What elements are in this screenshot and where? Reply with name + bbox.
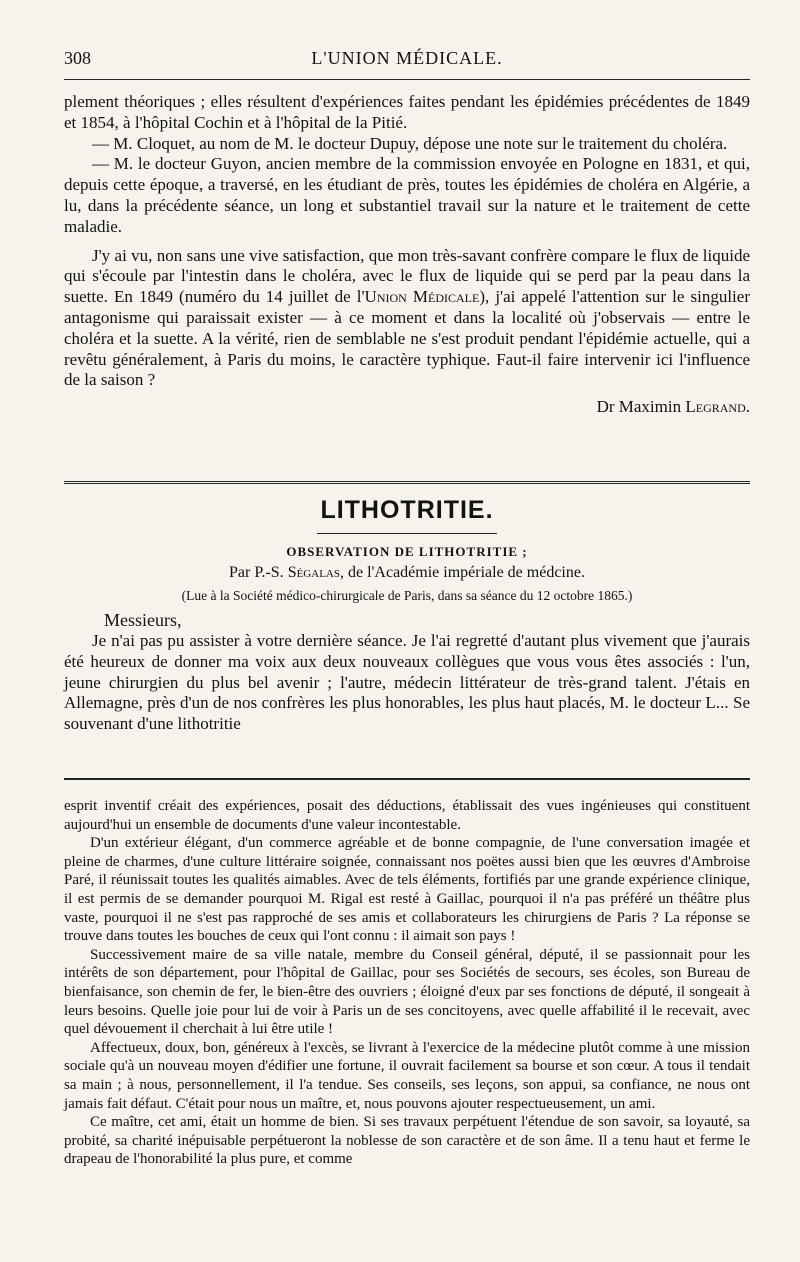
title-rule [317,533,497,534]
lithotritie-article [64,496,750,735]
section-title: LITHOTRITIE. [320,496,494,524]
minutes-paragraph-3: — M. le docteur Guyon, ancien membre de la commission envoyée en Pologne en 1831, et qui, depuis cette époque, a traversé, en les étudiant de près, toutes les épidémies de choléra en Algérie, a lu, dans la précédente séance, un long et substantiel travail sur la nature et le traitement de cette maladie. [64,154,750,236]
signature-prefix: Dr Maximin [596,397,686,417]
page-header [64,48,750,72]
byline-prefix: Par P.-S. [229,564,288,581]
page-number: 308 [64,48,91,68]
minutes-paragraph-4-end: ), j'ai appelé l'attention sur le singulier antagonisme qui paraissait exister — à ce moment et dans la localité où j'observais — entre le choléra et la suette. A la vérité, rien de semblable ne s'est produit pendant l'épidémie actuelle, qui a revêtu généralement, à Paris du moins, le caractère typhique. Faut-il faire intervenir ici l'influence de la saison ? [64,287,750,390]
feuilleton-paragraph-2: D'un extérieur élégant, d'un commerce agréable et de bonne compagnie, de l'une conversation imagée et pleine de charmes, d'une culture littéraire soignée, connaissant nos poëtes aussi bien que les œuvres d'Ambroise Paré, il réunissait toutes les qualités aimables. Avec de tels éléments, fortifiés par une grande expérience clinique, il est permis de se demander pourquoi M. Rigal est resté à Gaillac, pourquoi il n'a pas préféré un théâtre plus vaste, pourquoi il ne s'est pas rapproché de ses amis et collaborateurs les chirurgiens de Paris ? La réponse se trouve dans toutes les bouches de ceux qui l'ont connu : il aimait son pays ! [64,835,750,945]
feuilleton-paragraph-3: Successivement maire de sa ville natale, membre du Conseil général, député, il se passionnait pour les intérêts de son département, pour l'hôpital de Gaillac, pour ses Sociétés de secours, ses écoles, son Bureau de bienfaisance, son chemin de fer, le bien-être des ouvriers ; éloigné d'eux par ses fonctions de député, il songeait à leurs besoins. Quelle joie pour lui de voir à Paris un de ses concitoyens, avec quelle affabilité il le recevait, avec quel dévouement il cherchait à lui être utile ! [64,946,750,1038]
article-subheading: OBSERVATION DE LITHOTRITIE ; [286,544,528,559]
reading-note: (Lue à la Société médico-chirurgicale de Paris, dans sa séance du 12 octobre 1865.) [181,588,633,603]
feuilleton-paragraph-5: Ce maître, cet ami, était un homme de bien. Si ses travaux perpétuent l'étendue de son savoir, sa loyauté, sa probité, sa charité inépuisable perpétueront la noblesse de son caractère et de son âme. Il a tenu haut et ferme le drapeau de l'honorabilité la plus pure, et comme [64,1114,750,1168]
byline-author: Ségalas [287,564,340,581]
minutes-section [64,92,750,417]
byline-suffix: , de l'Académie impériale de médcine. [339,564,585,581]
union-medicale-reference: Union Médicale [364,287,480,307]
feuilleton-paragraph-1: esprit inventif créait des expériences, posait des déductions, établissait des vues ingénieuses qui constituent aujourd'hui un ensemble de documents d'une valeur incontestable. [64,798,750,833]
minutes-paragraph-4 [64,246,750,392]
running-title: L'UNION MÉDICALE. [311,48,503,68]
minutes-paragraph-2: — M. Cloquet, au nom de M. le docteur Dupuy, dépose une note sur le traitement du choléra. [92,133,728,153]
minutes-paragraph-1: plement théoriques ; elles résultent d'expériences faites pendant les épidémies précédentes de 1849 et 1854, à l'hôpital Cochin et à l'hôpital de la Pitié. [64,92,750,132]
minutes-signature [64,397,750,417]
salutation: Messieurs, [104,610,182,630]
header-rule [64,79,750,80]
signature-name: Legrand. [685,397,750,417]
minutes-paragraph-4-start: J'y ai vu, non sans une vive satisfaction, que mon très-savant confrère compare le flux de liquide qui s'écoule par l'intestin dans le choléra, avec le flux de liquide qui se perd par la peau dans la suette. En 1849 (numéro du 14 juillet de l' [64,245,750,307]
feuilleton-section [64,797,750,1169]
feuilleton-rule [64,778,750,780]
feuilleton-paragraph-4: Affectueux, doux, bon, généreux à l'excès, se livrant à l'exercice de la médecine plutôt comme à une mission sociale qu'à un nouveau moyen d'édifier une fortune, il ouvrait facilement sa bourse et son cœur. A tous il tendait sa main ; à nous, personnellement, il l'a tendue. Ses conseils, ses leçons, son appui, sa confiance, ne nous ont jamais fait défaut. C'était pour nous un maître, et, nous pouvons ajouter respectueusement, un ami. [64,1039,750,1112]
article-paragraph-1: Je n'ai pas pu assister à votre dernière séance. Je l'ai regretté d'autant plus vivement que j'aurais été heureux de donner ma voix aux deux nouveaux collègues que vous vous êtes associés : l'un, jeune chirurgien du plus bel avenir ; l'autre, médecin littérateur de très-grand talent. J'étais en Allemagne, près d'un de nos confrères les plus honorables, les plus haut placés, M. le docteur L... Se souvenant d'une lithotritie [64,631,750,734]
section-rule [64,481,750,484]
article-byline [64,564,750,582]
